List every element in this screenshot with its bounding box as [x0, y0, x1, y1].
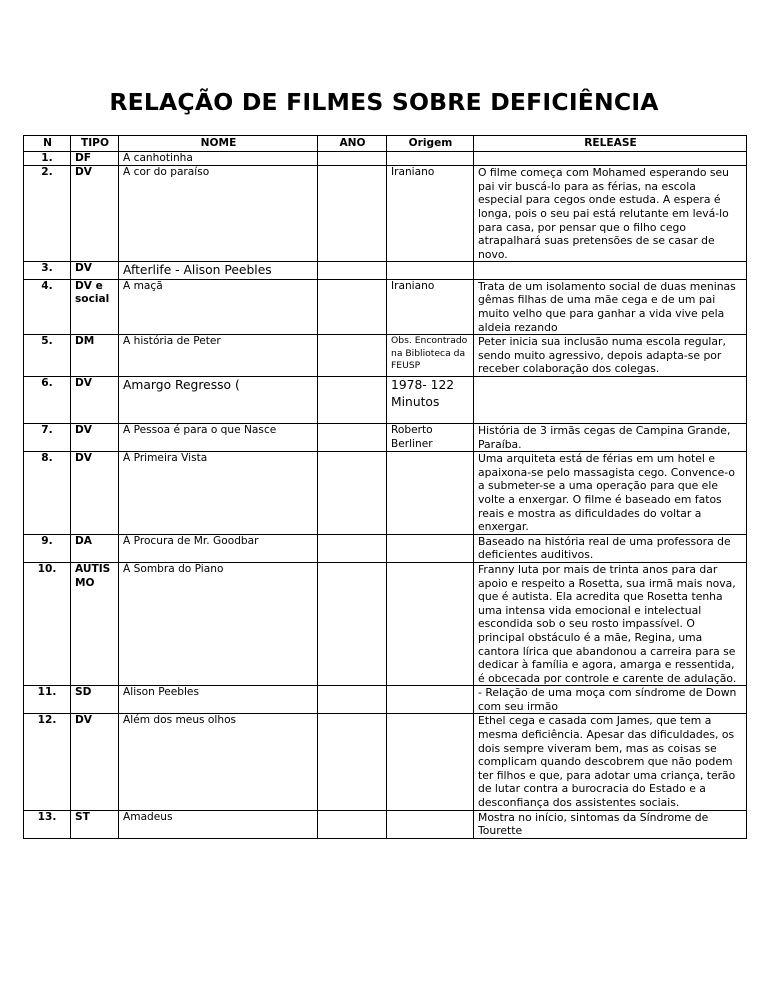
row-number: 4. — [24, 279, 71, 334]
row-origem — [387, 151, 474, 166]
row-tipo: DA — [71, 534, 119, 562]
header-nome: NOME — [119, 136, 318, 152]
row-number: 6. — [24, 377, 71, 424]
row-ano — [318, 714, 387, 810]
row-origem — [387, 714, 474, 810]
row-nome: À Sombra do Piano — [119, 562, 318, 685]
row-tipo: DV — [71, 262, 119, 280]
row-release: Trata de um isolamento social de duas meninas gêmas filhas de uma mãe cega e de um pai muito velho que para ganhar a vida vive pela aldeia rezando — [474, 279, 747, 334]
row-origem — [387, 452, 474, 535]
row-nome: A canhotinha — [119, 151, 318, 166]
row-number: 5. — [24, 335, 71, 377]
table-row — [24, 424, 747, 452]
row-nome: Amadeus — [119, 810, 318, 838]
table-row — [24, 452, 747, 535]
row-nome: A maçã — [119, 279, 318, 334]
row-origem: 1978- 122 Minutos — [387, 377, 474, 424]
row-origem: Obs. Encontrado na Biblioteca da FEUSP — [387, 335, 474, 377]
row-origem — [387, 686, 474, 714]
row-nome: Alison Peebles — [119, 686, 318, 714]
header-n: N — [24, 136, 71, 152]
row-tipo: DV e social — [71, 279, 119, 334]
header-ano: ANO — [318, 136, 387, 152]
row-release: Peter inicia sua inclusão numa escola regular, sendo muito agressivo, depois adapta-se por receber colaboração dos colegas. — [474, 335, 747, 377]
row-tipo: AUTISMO — [71, 562, 119, 685]
row-nome: A cor do paraíso — [119, 166, 318, 262]
row-tipo: DM — [71, 335, 119, 377]
row-tipo: SD — [71, 686, 119, 714]
row-number: 12. — [24, 714, 71, 810]
row-ano — [318, 424, 387, 452]
row-origem — [387, 562, 474, 685]
row-nome: À Primeira Vista — [119, 452, 318, 535]
row-release: História de 3 irmãs cegas de Campina Grande, Paraíba. — [474, 424, 747, 452]
table-row — [24, 686, 747, 714]
row-ano — [318, 151, 387, 166]
row-number: 8. — [24, 452, 71, 535]
row-release — [474, 262, 747, 280]
row-nome: A história de Peter — [119, 335, 318, 377]
header-tipo: TIPO — [71, 136, 119, 152]
row-release: Mostra no início, sintomas da Síndrome de Tourette — [474, 810, 747, 838]
row-tipo: DV — [71, 424, 119, 452]
row-ano — [318, 534, 387, 562]
row-tipo: ST — [71, 810, 119, 838]
row-tipo: DF — [71, 151, 119, 166]
row-ano — [318, 377, 387, 424]
row-origem — [387, 534, 474, 562]
table-row — [24, 810, 747, 838]
row-nome: A Pessoa é para o que Nasce — [119, 424, 318, 452]
row-number: 2. — [24, 166, 71, 262]
row-origem: Iraniano — [387, 166, 474, 262]
row-origem: Iraniano — [387, 279, 474, 334]
row-tipo: DV — [71, 166, 119, 262]
table-row — [24, 562, 747, 685]
row-release: Baseado na história real de uma professora de deficientes auditivos. — [474, 534, 747, 562]
row-release: O filme começa com Mohamed esperando seu pai vir buscá-lo para as férias, na escola especial para cegos onde estuda. A espera é longa, pois o seu pai está relutante em levá-lo para casa, por pensar que o filho cego atrapalhará suas pretensões de se casar de novo. — [474, 166, 747, 262]
header-origem: Origem — [387, 136, 474, 152]
row-tipo: DV — [71, 377, 119, 424]
page-title: RELAÇÃO DE FILMES SOBRE DEFICIÊNCIA — [109, 88, 659, 116]
row-nome: Afterlife - Alison Peebles — [119, 262, 318, 280]
row-ano — [318, 562, 387, 685]
table-row — [24, 714, 747, 810]
table-row — [24, 166, 747, 262]
row-number: 3. — [24, 262, 71, 280]
row-number: 1. — [24, 151, 71, 166]
row-tipo: DV — [71, 714, 119, 810]
row-ano — [318, 452, 387, 535]
row-release — [474, 151, 747, 166]
row-ano — [318, 335, 387, 377]
row-nome: À Procura de Mr. Goodbar — [119, 534, 318, 562]
row-release: - Relação de uma moça com síndrome de Down com seu irmão — [474, 686, 747, 714]
table-row — [24, 151, 747, 166]
table-row — [24, 534, 747, 562]
row-number: 10. — [24, 562, 71, 685]
row-tipo: DV — [71, 452, 119, 535]
table-row — [24, 279, 747, 334]
row-origem: Roberto Berliner — [387, 424, 474, 452]
row-ano — [318, 810, 387, 838]
row-ano — [318, 166, 387, 262]
row-release — [474, 377, 747, 424]
row-ano — [318, 262, 387, 280]
table-row — [24, 377, 747, 424]
row-release: Ethel cega e casada com James, que tem a mesma deficiência. Apesar das dificuldades, os dois sempre viveram bem, mas as coisas se complicam quando descobrem que não podem ter filhos e que, para adotar uma criança, terão de lutar contra a burocracia do Estado e a desconfiança dos assistentes sociais. — [474, 714, 747, 810]
films-table — [23, 135, 747, 839]
table-row — [24, 335, 747, 377]
row-ano — [318, 279, 387, 334]
table-header-row — [24, 136, 747, 152]
row-number: 9. — [24, 534, 71, 562]
row-number: 7. — [24, 424, 71, 452]
row-nome: Amargo Regresso ( — [119, 377, 318, 424]
row-number: 13. — [24, 810, 71, 838]
row-release: Franny luta por mais de trinta anos para dar apoio e respeito a Rosetta, sua irmã mais nova, que é autista. Ela acredita que Rosetta tenha uma intensa vida emocional e intelectual escondida sob o seu rosto impassível. O principal obstáculo é a mãe, Regina, uma cantora lírica que abandonou a carreira para se dedicar à família e agora, amarga e ressentida, é obcecada por controle e carente de adulação. — [474, 562, 747, 685]
row-number: 11. — [24, 686, 71, 714]
row-nome: Além dos meus olhos — [119, 714, 318, 810]
row-origem — [387, 810, 474, 838]
header-release: RELEASE — [474, 136, 747, 152]
row-ano — [318, 686, 387, 714]
row-release: Uma arquiteta está de férias em um hotel e apaixona-se pelo massagista cego. Convence-o a submeter-se a uma operação para que ele volte a enxergar. O filme é baseado em fatos reais e mostra as dificuldades do voltar a enxergar. — [474, 452, 747, 535]
row-origem — [387, 262, 474, 280]
table-row — [24, 262, 747, 280]
